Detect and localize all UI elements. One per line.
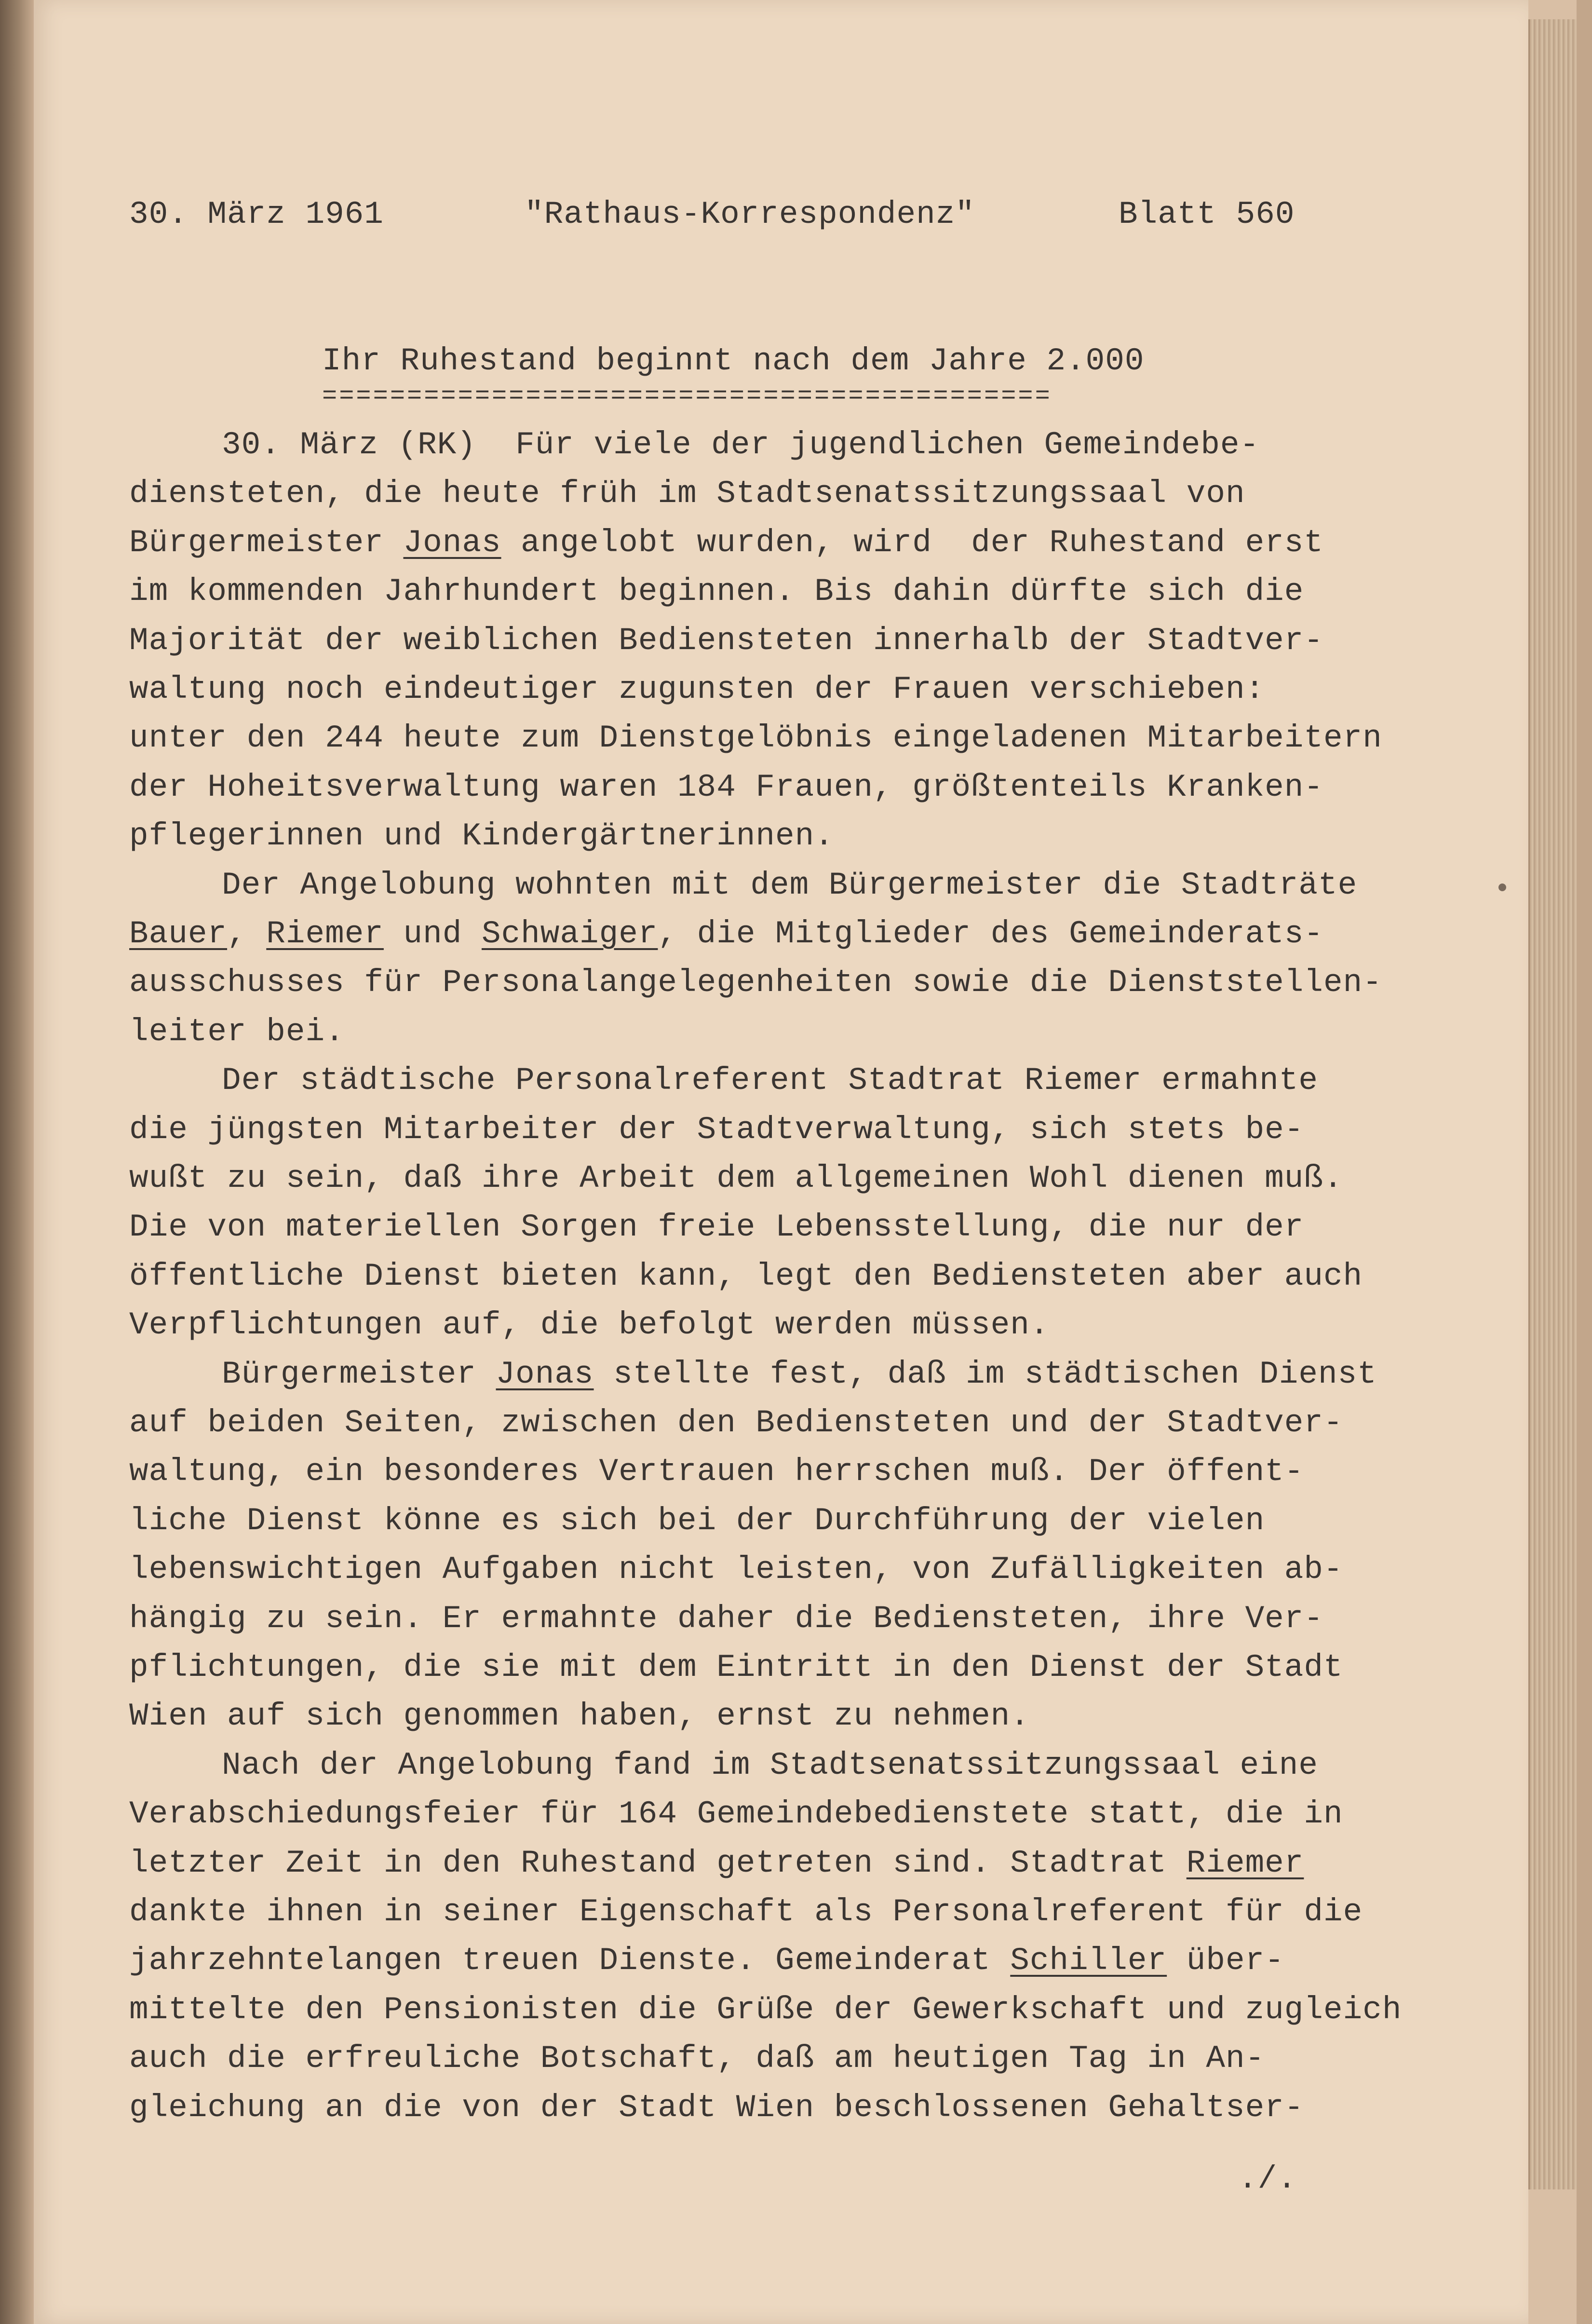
body-line [129, 1649, 1343, 1685]
line-text: lebenswichtigen Aufgaben nicht leisten, von Zufälligkeiten ab- [129, 1551, 1343, 1588]
paper-blemish [1498, 883, 1506, 891]
line-text: dankte ihnen in seiner Eigenschaft als Personalreferent für die [129, 1894, 1363, 1930]
line-text: stellte fest, daß im städtischen Dienst [594, 1356, 1377, 1392]
body-line [129, 2040, 1265, 2077]
underlined-name: Schiller [1010, 1943, 1167, 1979]
line-text: 30. März (RK) Für viele der jugendlichen Gemeindebe- [222, 427, 1260, 463]
line-text: über- [1167, 1943, 1284, 1979]
body-line [129, 1994, 1402, 2026]
body-line [129, 1309, 1050, 1341]
body-line [129, 573, 1304, 610]
line-text: letzter Zeit in den Ruhestand getreten sind. Stadtrat [129, 1845, 1187, 1881]
line-text: Bürgermeister [129, 525, 404, 561]
header-publication: "Rathaus-Korrespondenz" [525, 196, 975, 232]
underlined-name: Riemer [266, 916, 384, 952]
body-line [129, 1700, 1030, 1732]
body-line [222, 429, 1259, 461]
body-line [129, 1407, 1343, 1439]
body-line [129, 671, 1265, 707]
line-text: Der Angelobung wohnten mit dem Bürgermeister die Stadträte [222, 867, 1358, 903]
body-line [129, 1945, 1284, 1977]
line-text: , die Mitglieder des Gemeinderats- [658, 916, 1324, 952]
underlined-name: Riemer [1186, 1845, 1304, 1881]
underlined-name: Bauer [129, 916, 228, 952]
line-text: Verpflichtungen auf, die befolgt werden müssen. [129, 1307, 1050, 1343]
body-line [129, 1211, 1304, 1243]
line-text: hängig zu sein. Er ermahnte daher die Bediensteten, ihre Ver- [129, 1601, 1323, 1637]
line-text: Der städtische Personalreferent Stadtrat Riemer ermahnte [222, 1062, 1318, 1099]
book-spine [0, 0, 34, 2324]
underlined-name: Jonas [403, 525, 501, 561]
line-text: pflichtungen, die sie mit dem Eintritt in den Dienst der Stadt [129, 1649, 1343, 1685]
body-line [129, 820, 834, 852]
body-line [129, 625, 1323, 657]
body-line [222, 1747, 1318, 1783]
body-line [129, 1016, 345, 1048]
body-line [129, 1258, 1363, 1294]
line-text: Bürgermeister [222, 1356, 496, 1392]
body-line [129, 1603, 1323, 1635]
line-text: angelobt wurden, wird der Ruhestand erst [501, 525, 1324, 561]
page-edges [1528, 19, 1578, 2189]
body-line [129, 1551, 1343, 1588]
body-line [129, 1798, 1343, 1830]
underlined-name: Jonas [496, 1356, 594, 1392]
body-line [129, 967, 1382, 999]
underlined-name: Schwaiger [481, 916, 658, 952]
body-line [222, 1062, 1318, 1099]
body-line [129, 1456, 1304, 1488]
line-text: waltung, ein besonderes Vertrauen herrschen muß. Der öffent- [129, 1454, 1304, 1490]
line-text: diensteten, die heute früh im Stadtsenatssitzungssaal von [129, 476, 1245, 512]
line-text: im kommenden Jahrhundert beginnen. Bis dahin dürfte sich die [129, 573, 1304, 610]
line-text: wußt zu sein, daß ihre Arbeit dem allgemeinen Wohl dienen muß. [129, 1160, 1343, 1196]
body-line [222, 1356, 1377, 1392]
body-line [129, 527, 1323, 559]
line-text: , [227, 916, 267, 952]
body-line [129, 769, 1323, 805]
line-text: öffentliche Dienst bieten kann, legt den Bediensteten aber auch [129, 1258, 1363, 1294]
line-text: jahrzehntelangen treuen Dienste. Gemeinderat [129, 1943, 1011, 1979]
line-text: auch die erfreuliche Botschaft, daß am heutigen Tag in An- [129, 2040, 1265, 2077]
body-line [129, 1160, 1343, 1196]
line-text: die jüngsten Mitarbeiter der Stadtverwaltung, sich stets be- [129, 1112, 1304, 1148]
body-line [129, 1845, 1304, 1881]
body-line [129, 2092, 1304, 2124]
body-line [129, 478, 1245, 510]
body-line [129, 918, 1323, 950]
page-edges-shadow [1577, 0, 1592, 2324]
line-text: der Hoheitsverwaltung waren 184 Frauen, größtenteils Kranken- [129, 769, 1323, 805]
line-text: und [383, 916, 482, 952]
title-rule: =========================================== [322, 382, 1052, 410]
article-title: Ihr Ruhestand beginnt nach dem Jahre 2.000 [322, 343, 1145, 379]
line-text: Wien auf sich genommen haben, ernst zu nehmen. [129, 1698, 1030, 1734]
line-text: ausschusses für Personalangelegenheiten sowie die Dienststellen- [129, 965, 1382, 1001]
line-text: liche Dienst könne es sich bei der Durchführung der vielen [129, 1503, 1265, 1539]
line-text: Majorität der weiblichen Bediensteten innerhalb der Stadtver- [129, 623, 1323, 659]
continuation-mark: ./. [1238, 2161, 1297, 2197]
line-text: Die von materiellen Sorgen freie Lebensstellung, die nur der [129, 1209, 1304, 1245]
line-text: mittelte den Pensionisten die Grüße der Gewerkschaft und zugleich [129, 1992, 1402, 2028]
line-text: pflegerinnen und Kindergärtnerinnen. [129, 818, 834, 854]
line-text: waltung noch eindeutiger zugunsten der Frauen verschieben: [129, 671, 1265, 707]
line-text: gleichung an die von der Stadt Wien beschlossenen Gehaltser- [129, 2090, 1304, 2126]
line-text: unter den 244 heute zum Dienstgelöbnis eingeladenen Mitarbeitern [129, 720, 1382, 756]
line-text: Nach der Angelobung fand im Stadtsenatssitzungssaal eine [222, 1747, 1318, 1783]
line-text: auf beiden Seiten, zwischen den Bediensteten und der Stadtver- [129, 1405, 1343, 1441]
body-line [129, 1114, 1304, 1146]
body-line [129, 722, 1382, 754]
header-sheet-number: Blatt 560 [1119, 196, 1295, 232]
line-text: Verabschiedungsfeier für 164 Gemeindebedienstete statt, die in [129, 1796, 1343, 1832]
body-line [129, 1896, 1363, 1928]
body-line [129, 1505, 1265, 1537]
body-line [222, 867, 1358, 903]
header-date: 30. März 1961 [129, 196, 384, 232]
line-text: leiter bei. [129, 1014, 345, 1050]
